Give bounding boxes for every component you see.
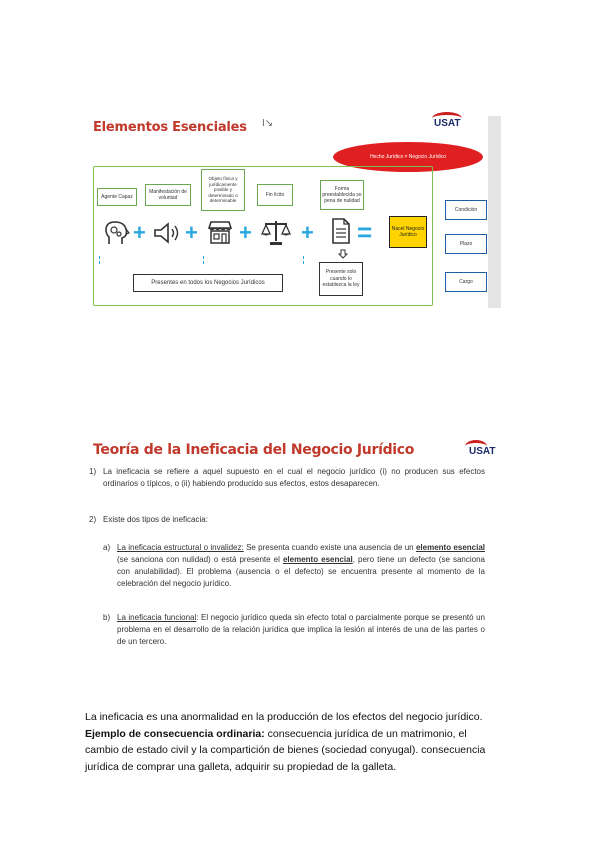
box-fin-licito: Fin lícito [257, 184, 293, 206]
item-b-text: La ineficacia funcional: El negocio jurídico queda sin efecto total o parcialmente porque se presentó un problema en el desarrollo de la relación jurídica que implica la lesión al interés de una de las partes o de un tercero. [117, 613, 485, 646]
present-all-box: Presentes en todos los Negocios Jurídicos [133, 274, 283, 292]
slide-elementos-esenciales [93, 116, 501, 308]
item2-number: 2) [89, 515, 97, 524]
hecho-vs-negocio-ellipse: Hecho Jurídico ≠ Negocio Jurídico [333, 142, 483, 172]
result-negocio-juridico: Nacel Negocio Jurídico [389, 216, 427, 248]
scales-icon [261, 218, 291, 246]
speaker-icon [153, 222, 181, 244]
item-b-title: La ineficacia funcional [117, 613, 197, 622]
plus-icon: + [239, 220, 252, 245]
body-line-2: Ejemplo de consecuencia ordinaria: consecuencia jurídica de un matrimonio, el [85, 727, 467, 740]
connector-line [203, 256, 204, 264]
present-when-law-box: Presente solo cuando lo establezca la ley [319, 262, 363, 296]
cursor-icon: I↘ [262, 118, 274, 129]
slide1-title: Elementos Esenciales [93, 120, 247, 135]
arrow-down-icon [338, 249, 348, 259]
item-a-title: La ineficacia estructural o invalidez: [117, 543, 244, 552]
body-line-1: La ineficacia es una anormalidad en la producción de los efectos del negocio jurídico. [85, 711, 483, 723]
plazo-button[interactable]: Plazo [445, 234, 487, 254]
head-gears-icon [102, 220, 130, 246]
plus-icon: + [185, 220, 198, 245]
box-manifestacion: Manifestación de voluntad [145, 184, 191, 206]
condicion-button[interactable]: Condición [445, 200, 487, 220]
item-a-label: a) [103, 543, 111, 552]
equals-icon: = [357, 217, 373, 247]
item1-text: La ineficacia se refiere a aquel supuesto en el cual el negocio jurídico (i) no producen sus efectos ordinarios o típicos, o (ii) habiendo producido sus efectos, estos desaparecen. [103, 467, 485, 488]
usat-logo-text: USAT [469, 446, 496, 457]
connector-line [303, 256, 304, 264]
item-a-text: La ineficacia estructural o invalidez: Se presenta cuando existe una ausencia de un elemento esencial (se sanciona con nulidad) o está presente el elemento esencial, pero tiene un defecto (se sanciona con anulabilidad). El problema (ausencia o el defecto) se encuentra presente al momento de la celebración del negocio jurídico. [117, 543, 486, 588]
body-line-3: cambio de estado civil y la compartición de bienes (sociedad conyugal). consecuencia [85, 744, 486, 757]
item2-text: Existe dos tipos de ineficacia: [103, 515, 208, 524]
body-line-4: jurídica de comprar una galleta, adquirir su propiedad de la galleta. [85, 760, 397, 773]
example-label: Ejemplo de consecuencia ordinaria: [85, 727, 265, 740]
store-icon [207, 220, 233, 244]
usat-logo [434, 118, 484, 140]
item-b-label: b) [103, 613, 111, 622]
elemento-esencial-term: elemento esencial [415, 543, 486, 552]
cargo-button[interactable]: Cargo [445, 272, 487, 292]
body-paragraph [85, 709, 516, 775]
slide1-side-bar [488, 116, 501, 308]
connector-line [99, 256, 100, 264]
slide-teoria-ineficacia [83, 440, 496, 656]
plus-icon: + [301, 220, 314, 245]
slide2-title: Teoría de la Ineficacia del Negocio Jurídico [93, 442, 415, 458]
elemento-esencial-term: elemento esencial [282, 555, 353, 564]
item1-number: 1) [89, 467, 97, 476]
usat-logo-text: USAT [434, 118, 461, 129]
box-forma: Forma preestablecida so pena de nulidad [320, 180, 364, 210]
box-agente-capaz: Agente Capaz [97, 188, 137, 206]
document-icon [331, 218, 351, 244]
plus-icon: + [133, 220, 146, 245]
box-objeto: Objeto física y jurídicamente posible y determinado o determinable [201, 169, 245, 211]
